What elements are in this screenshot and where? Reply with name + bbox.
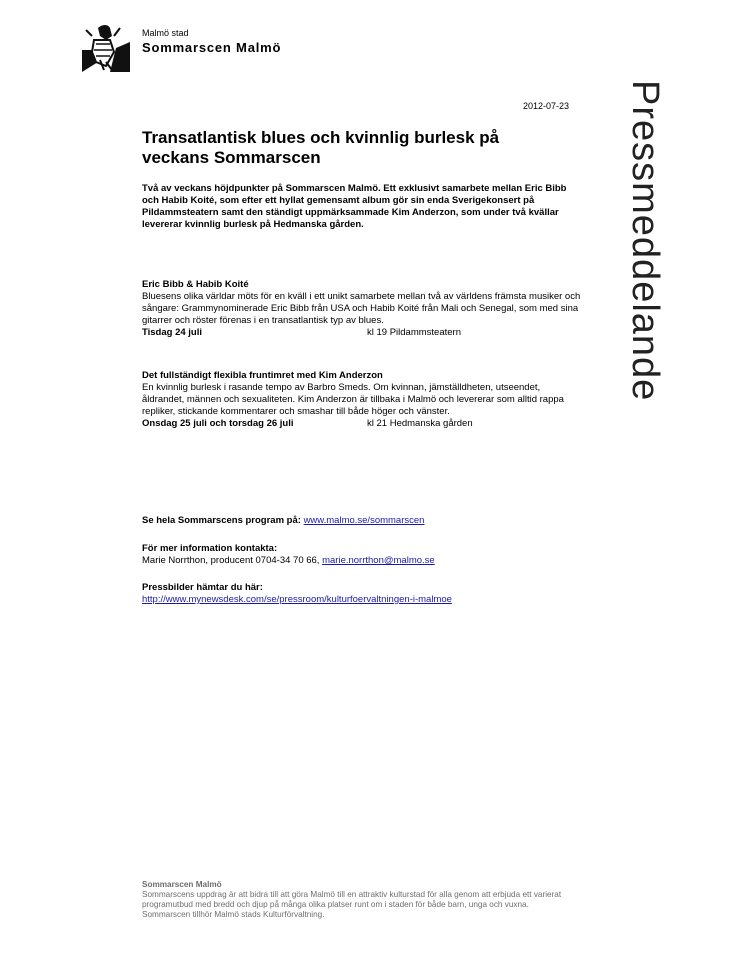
- press-images-link[interactable]: http://www.mynewsdesk.com/se/pressroom/kulturfoervaltningen-i-malmoe: [142, 594, 452, 605]
- footer: [142, 880, 562, 920]
- event-day: Tisdag 24 juli: [142, 327, 203, 338]
- event-title: Eric Bibb & Habib Koité: [142, 279, 249, 290]
- lead-paragraph: Två av veckans höjdpunkter på Sommarscen Malmö. Ett exklusivt samarbete mellan Eric Bibb och Habib Koité, som efter ett hyllat gemensamt album gör sin enda Sverigekonsert på Pildammsteatern samt den ständigt uppmärksammade Kim Anderzon, som under två kvällar levererar kvinnlig burlesk på Hedmanska gården.: [142, 183, 567, 230]
- organization-name: Sommarscen Malmö: [142, 40, 282, 55]
- event-time-venue: kl 19 Pildammsteatern: [367, 327, 461, 338]
- program-link[interactable]: www.malmo.se/sommarscen: [303, 515, 425, 526]
- headline: Transatlantisk blues och kvinnlig burlesk på veckans Sommarscen: [142, 128, 500, 167]
- contact-email-link[interactable]: marie.norrthon@malmo.se: [322, 555, 435, 566]
- event-description: En kvinnlig burlesk i rasande tempo av Barbro Smeds. Om kvinnan, jämställdheten, utseendet, åldrandet, männen och sexualiteten. Kim Anderzon är tillbaka i Malmö och levererar som alltid rappa repliker, stickande kommentarer och smashar till både höger och vänster.: [142, 382, 564, 417]
- footer-title: Sommarscen Malmö: [142, 880, 222, 889]
- press-images-info: [142, 582, 452, 606]
- contact-info: [142, 543, 435, 567]
- program-info: [142, 515, 424, 527]
- program-label: Se hela Sommarscens program på:: [142, 515, 301, 526]
- release-date: 2012-07-23: [523, 101, 570, 111]
- press-release-label: Pressmeddelande: [624, 80, 666, 402]
- event-schedule: [142, 327, 582, 339]
- event-description: Bluesens olika världar möts för en kväll i ett unikt samarbete mellan två av världens främsta musiker och sångare: Grammynominerade Eric Bibb från USA och Habib Koité från Mali och Senegal, som med sina gitarrer och röster förenas i en transatlantisk typ av blues.: [142, 291, 581, 326]
- event-time-venue: kl 21 Hedmanska gården: [367, 418, 473, 429]
- event-section: [142, 279, 582, 339]
- event-section: [142, 370, 582, 430]
- footer-text: Sommarscens uppdrag är att bidra till att göra Malmö till en attraktiv kulturstad för alla genom att erbjuda ett varierat programutbud med bredd och djup på många olika platser runt om i staden för både barn, unga och vuxna. Sommarscen tillhör Malmö stads Kulturförvaltning.: [142, 890, 562, 919]
- event-schedule: [142, 418, 582, 430]
- contact-label: För mer information kontakta:: [142, 543, 278, 554]
- organization-parent: Malmö stad: [142, 28, 189, 38]
- press-images-label: Pressbilder hämtar du här:: [142, 582, 263, 593]
- event-title: Det fullständigt flexibla fruntimret med Kim Anderzon: [142, 370, 383, 381]
- event-day: Onsdag 25 juli och torsdag 26 juli: [142, 418, 294, 429]
- contact-person: Marie Norrthon, producent 0704-34 70 66,: [142, 555, 320, 566]
- city-crest-logo: [80, 22, 132, 74]
